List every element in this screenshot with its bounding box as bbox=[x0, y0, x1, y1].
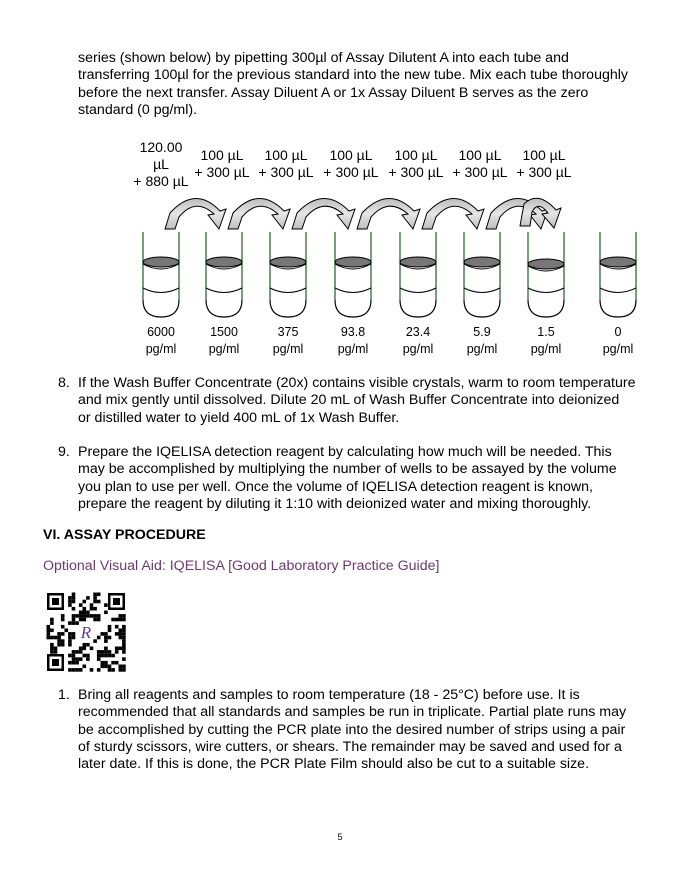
test-tube bbox=[143, 232, 179, 317]
transfer-volume-label: + 300 µL bbox=[388, 164, 444, 180]
tube-unit: pg/ml bbox=[602, 342, 634, 356]
tube-concentration: 375 bbox=[277, 325, 299, 339]
text-line: may be accomplished by multiplying the number of wells to be assayed by the volume bbox=[78, 461, 617, 478]
transfer-volume-label: 100 µL bbox=[329, 147, 373, 163]
text-line: before the next transfer. Assay Diluent A or 1x Assay Diluent B serves as the zero bbox=[78, 84, 589, 101]
tube-concentration: 5.9 bbox=[473, 325, 491, 339]
text-line: or distilled water to yield 400 mL of 1x Wash Buffer. bbox=[78, 409, 400, 426]
transfer-volume-label: + 300 µL bbox=[516, 164, 572, 180]
tube-liquid-surface bbox=[600, 257, 636, 267]
transfer-volume-label: 100 µL bbox=[264, 147, 308, 163]
text-line: later date. If this is done, the PCR Plate Film should also be cut to a suitable size. bbox=[78, 756, 590, 773]
transfer-arrow bbox=[292, 198, 355, 229]
transfer-arrow bbox=[165, 198, 226, 229]
text-line: standard (0 pg/ml). bbox=[78, 101, 198, 118]
tube-unit: pg/ml bbox=[208, 342, 240, 356]
visual-aid-link[interactable]: Optional Visual Aid: IQELISA [Good Laboratory Practice Guide] bbox=[43, 558, 440, 574]
tube-concentration: 23.4 bbox=[405, 325, 431, 339]
text-line: prepare the reagent by diluting it 1:10 with deionized water and mixing thoroughly. bbox=[78, 495, 592, 512]
text-line: you plan to use per well. Once the volume of IQELISA detection reagent is known, bbox=[78, 478, 593, 495]
transfer-arrow bbox=[357, 198, 420, 229]
test-tube bbox=[600, 232, 636, 317]
text-line: be accomplished by cutting the PCR plate into the desired number of strips using a pair bbox=[78, 721, 626, 738]
first-volume-line: 120.00 bbox=[139, 139, 183, 155]
test-tube bbox=[270, 232, 306, 317]
test-tube bbox=[464, 232, 500, 317]
tube-liquid-surface bbox=[206, 257, 242, 267]
text-line: recommended that all standards and samples be run in triplicate. Partial plate runs may bbox=[78, 704, 627, 721]
tube-unit: pg/ml bbox=[466, 342, 498, 356]
tube-concentration: 6000 bbox=[147, 325, 175, 339]
qr-logo-letter: R bbox=[80, 623, 92, 642]
text-line: of sturdy scissors, wire cutters, or shears. The remainder may be saved and used for a bbox=[78, 738, 622, 755]
tube-unit: pg/ml bbox=[337, 342, 369, 356]
text-line: Bring all reagents and samples to room temperature (18 - 25°C) before use. It is bbox=[78, 687, 580, 703]
transfer-volume-label: + 300 µL bbox=[452, 164, 508, 180]
tube-liquid-surface bbox=[400, 257, 436, 267]
transfer-arrow bbox=[422, 198, 484, 229]
transfer-arrow bbox=[228, 198, 290, 229]
transfer-volume-label: 100 µL bbox=[200, 147, 244, 163]
tube-liquid-surface bbox=[143, 257, 179, 267]
tube-liquid-surface bbox=[335, 257, 371, 267]
step-number: 9. bbox=[58, 444, 70, 460]
tube-unit: pg/ml bbox=[272, 342, 304, 356]
transfer-volume-label: + 300 µL bbox=[323, 164, 379, 180]
tube-unit: pg/ml bbox=[530, 342, 562, 356]
test-tube bbox=[335, 232, 371, 317]
tube-liquid-surface bbox=[270, 257, 306, 267]
tube-unit: pg/ml bbox=[402, 342, 434, 356]
transfer-volume-label: + 300 µL bbox=[258, 164, 314, 180]
text-line: transferring 100µl for the previous standard into the new tube. Mix each tube thoroughly bbox=[78, 67, 628, 84]
test-tube bbox=[206, 232, 242, 317]
qr-code[interactable] bbox=[46, 592, 126, 672]
test-tube bbox=[528, 232, 564, 317]
transfer-volume-label: 100 µL bbox=[394, 147, 438, 163]
text-line: Prepare the IQELISA detection reagent by calculating how much will be needed. This bbox=[78, 444, 612, 460]
first-volume-line: + 880 µL bbox=[133, 173, 189, 189]
transfer-volume-label: 100 µL bbox=[458, 147, 502, 163]
step-number: 1. bbox=[58, 687, 70, 703]
tube-unit: pg/ml bbox=[145, 342, 177, 356]
tube-concentration: 93.8 bbox=[340, 325, 366, 339]
section-heading: VI. ASSAY PROCEDURE bbox=[43, 527, 206, 543]
text-line: series (shown below) by pipetting 300µl of Assay Dilutent A into each tube and bbox=[78, 50, 569, 66]
transfer-volume-label: 100 µL bbox=[522, 147, 566, 163]
text-line: If the Wash Buffer Concentrate (20x) contains visible crystals, warm to room temperature bbox=[78, 375, 636, 391]
tube-liquid-surface bbox=[528, 259, 564, 269]
step-number: 8. bbox=[58, 375, 70, 391]
text-line: and mix gently until dissolved. Dilute 20 mL of Wash Buffer Concentrate into deionized bbox=[78, 392, 620, 409]
first-volume-line: µL bbox=[153, 156, 169, 172]
test-tube bbox=[400, 232, 436, 317]
tube-concentration: 1.5 bbox=[537, 325, 555, 339]
transfer-volume-label: + 300 µL bbox=[194, 164, 250, 180]
tube-concentration: 0 bbox=[614, 325, 622, 339]
tube-liquid-surface bbox=[464, 257, 500, 267]
tube-concentration: 1500 bbox=[210, 325, 238, 339]
page-number: 5 bbox=[337, 832, 343, 842]
